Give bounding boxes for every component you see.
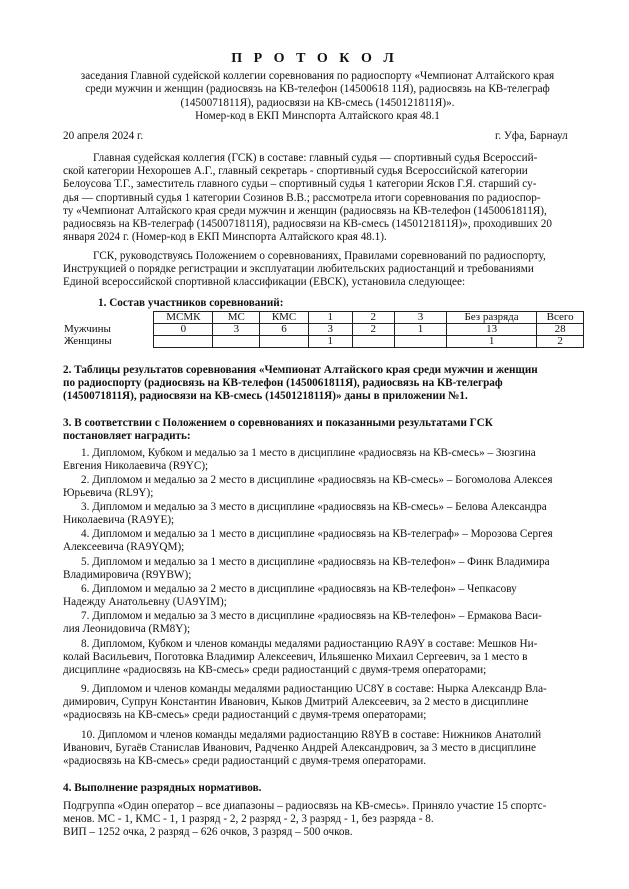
table-cell <box>260 336 309 348</box>
table-header-cell: Всего <box>537 312 584 324</box>
section2-line: по радиоспорту (радиосвязь на КВ-телефон (1450061811Я), радиосвязь на КВ-телеграф <box>63 377 503 390</box>
table-cell: 3 <box>213 324 260 336</box>
section4-line: Подгруппа «Один оператор – все диапазоны – радиосвязь на КВ-смесь». Приняло участие 15 спортс- <box>63 800 547 812</box>
award-line: 4. Дипломом и медалью за 1 место в дисциплине «радиосвязь на КВ-телеграф» – Морозова Сергея <box>81 528 553 540</box>
table-header-cell: МСМК <box>154 312 213 324</box>
guide-line: Единой всероссийской спортивной классификации (ЕВСК), установила следующее: <box>63 276 466 289</box>
table-cell: 2 <box>537 336 584 348</box>
table-cell <box>395 336 447 348</box>
intro-line: ту «Чемпионат Алтайского края среди мужчин и женщин (радиосвязь на КВ-телефон (1450061811Я), <box>63 204 547 217</box>
subtitle-line: заседания Главной судейской коллегии соревнования по радиоспорту «Чемпионат Алтайского края <box>80 70 555 82</box>
table-cell: 3 <box>308 324 352 336</box>
intro-line: января 2024 г. (Номер-код в ЕКП Минспорта Алтайского края 48.1). <box>63 231 387 244</box>
intro-line: Белоусова Т.Г., заместитель главного судьи – спортивный судья 1 категории Ясков Г.Я. старший су- <box>63 178 537 191</box>
section3 <box>63 417 583 443</box>
table-cell: Женщины <box>62 336 154 348</box>
award-item <box>63 528 583 554</box>
table-cell: 0 <box>154 324 213 336</box>
award-line: колай Васильевич, Поготовка Владимир Алексеевич, Ильяшенко Михаил Сергеевич, за 1 место в <box>63 651 528 664</box>
award-line: Алексеевича (RA9YQM); <box>63 541 185 554</box>
table-cell: 1 <box>446 336 536 348</box>
table-row <box>62 336 584 348</box>
award-line: 10. Дипломом и членов команды медалями радиостанцию R8YB в составе: Нижников Анатолий <box>81 729 542 741</box>
award-line: Надежду Анатольевну (UA9YIM); <box>63 596 227 609</box>
award-line: 6. Дипломом и медалью за 2 место в дисциплине «радиосвязь на КВ-телефон» – Чепкасову <box>81 583 517 595</box>
award-line: Николаевича (RA9YE); <box>63 514 175 527</box>
guide-line: Инструкцией о порядке регистрации и эксплуатации любительских радиостанций и требованиями <box>63 263 534 276</box>
intro-line: ской категории Нехорошев А.Г., главный секретарь - спортивный судья Всероссийской категории <box>63 165 528 178</box>
subtitle-line: Номер-код в ЕКП Минспорта Алтайского края 48.1 <box>195 109 440 122</box>
award-line: 9. Дипломом и членов команды медалями радиостанцию UC8Y в составе: Нырка Александр Вла- <box>81 683 547 695</box>
award-line: 1. Дипломом, Кубком и медалью за 1 место в дисциплине «радиосвязь на КВ-смесь» – Зюзгина <box>81 447 536 459</box>
award-line: «радиосвязь на КВ-смесь» среди радиостанций с двумя-тремя операторами. <box>63 755 427 768</box>
award-line: «радиосвязь на КВ-смесь» среди радиостанций с двумя-тремя операторами; <box>63 709 427 722</box>
award-item <box>63 556 583 582</box>
award-item <box>63 638 583 678</box>
guide-paragraph <box>63 250 583 290</box>
section2-line: (1450071811Я), радиосвязи на КВ-смесь (1450121811Я)» даны в приложении №1. <box>63 390 468 403</box>
section1-title: 1. Состав участников соревнований: <box>98 297 284 309</box>
table-cell: 1 <box>308 336 352 348</box>
document-place: г. Уфа, Барнаул <box>495 130 568 142</box>
document-date: 20 апреля 2024 г. <box>63 130 144 142</box>
table-header-row <box>62 312 584 324</box>
section4-title: 4. Выполнение разрядных нормативов. <box>63 782 262 794</box>
intro-paragraph <box>63 152 583 244</box>
table-row <box>62 324 584 336</box>
table-cell: 6 <box>260 324 309 336</box>
award-item <box>63 610 583 636</box>
award-line: Евгения Николаевича (R9YC); <box>63 460 209 473</box>
table-cell: Мужчины <box>62 324 154 336</box>
section4-body <box>63 800 583 840</box>
section4-line: ВИП – 1252 очка, 2 разряд – 626 очков, 3 разряд – 500 очков. <box>63 826 353 839</box>
award-line: 3. Дипломом и медалью за 3 место в дисциплине «радиосвязь на КВ-смесь» – Белова Александра <box>81 501 547 513</box>
section3-line: постановляет наградить: <box>63 430 191 443</box>
award-line: Иванович, Бугаёв Станислав Иванович, Радченко Андрей Александрович, за 3 место в дисциплине <box>63 742 536 755</box>
section4-line: менов. МС - 1, КМС - 1, 1 разряд - 2, 2 разряд - 2, 3 разряд - 1, без разряда - 8. <box>63 813 434 826</box>
table-cell: 28 <box>537 324 584 336</box>
award-line: 8. Дипломом, Кубком и членов команды медалями радиостанцию RA9Y в составе: Мешков Ни- <box>81 638 538 650</box>
participants-table <box>62 311 584 348</box>
intro-line: дья — спортивный судья 1 категории Созинов В.В.; рассмотрела итоги соревнования по радиоспор- <box>63 191 541 204</box>
section3-line: 3. В соответствии с Положением о соревнованиях и показанными результатами ГСК <box>63 417 493 429</box>
subtitle-line: (1450071811Я), радиосвязи на КВ-смесь (1450121811Я)». <box>180 96 455 109</box>
award-line: димирович, Супрун Константин Иванович, Кыков Дмитрий Алексеевич, за 2 место в дисциплине <box>63 696 529 709</box>
award-item <box>63 474 583 500</box>
document-subtitle <box>60 70 575 123</box>
award-line: 7. Дипломом и медалью за 3 место в дисциплине «радиосвязь на КВ-телефон» – Ермакова Васи- <box>81 610 542 622</box>
table-header-cell: 3 <box>395 312 447 324</box>
section2 <box>63 364 583 404</box>
award-line: Владимировича (R9YBW); <box>63 569 192 582</box>
award-item <box>63 583 583 609</box>
table-cell <box>213 336 260 348</box>
table-header-cell: 2 <box>352 312 395 324</box>
award-item <box>63 729 583 769</box>
award-item <box>63 683 583 723</box>
table-cell <box>154 336 213 348</box>
table-header-cell: МС <box>213 312 260 324</box>
award-line: дисциплине «радиосвязь на КВ-смесь» среди радиостанций с двумя-тремя операторами; <box>63 664 487 677</box>
award-item <box>63 447 583 473</box>
intro-line: радиосвязь на КВ-телеграф (1450071811Я), радиосвязи на КВ-смесь (1450121811Я)», проходивших 20 <box>63 218 552 231</box>
table-cell: 1 <box>395 324 447 336</box>
table-header-cell: Без разряда <box>446 312 536 324</box>
table-header-cell: КМС <box>260 312 309 324</box>
award-line: Юрьевича (RL9Y); <box>63 487 154 500</box>
section2-line: 2. Таблицы результатов соревнования «Чемпионат Алтайского края среди мужчин и женщин <box>63 364 538 376</box>
guide-line: ГСК, руководствуясь Положением о соревнованиях, Правилами соревнований по радиоспорту, <box>93 250 546 262</box>
table-cell: 2 <box>352 324 395 336</box>
intro-line: Главная судейская коллегия (ГСК) в составе: главный судья — спортивный судья Всероссий- <box>93 152 538 164</box>
award-line: 2. Дипломом и медалью за 2 место в дисциплине «радиосвязь на КВ-смесь» – Богомолова Алексея <box>81 474 553 486</box>
award-item <box>63 501 583 527</box>
table-cell: 13 <box>446 324 536 336</box>
document-title: П Р О Т О К О Л <box>231 51 398 66</box>
subtitle-line: среди мужчин и женщин (радиосвязь на КВ-телефон (14500618 11Я), радиосвязь на КВ-телеграф <box>85 83 550 96</box>
table-header-cell: 1 <box>308 312 352 324</box>
table-cell <box>352 336 395 348</box>
award-line: 5. Дипломом и медалью за 1 место в дисциплине «радиосвязь на КВ-телефон» – Финк Владимира <box>81 556 550 568</box>
award-line: лия Леонидовича (RM8Y); <box>63 623 191 636</box>
table-header-cell <box>62 312 154 324</box>
